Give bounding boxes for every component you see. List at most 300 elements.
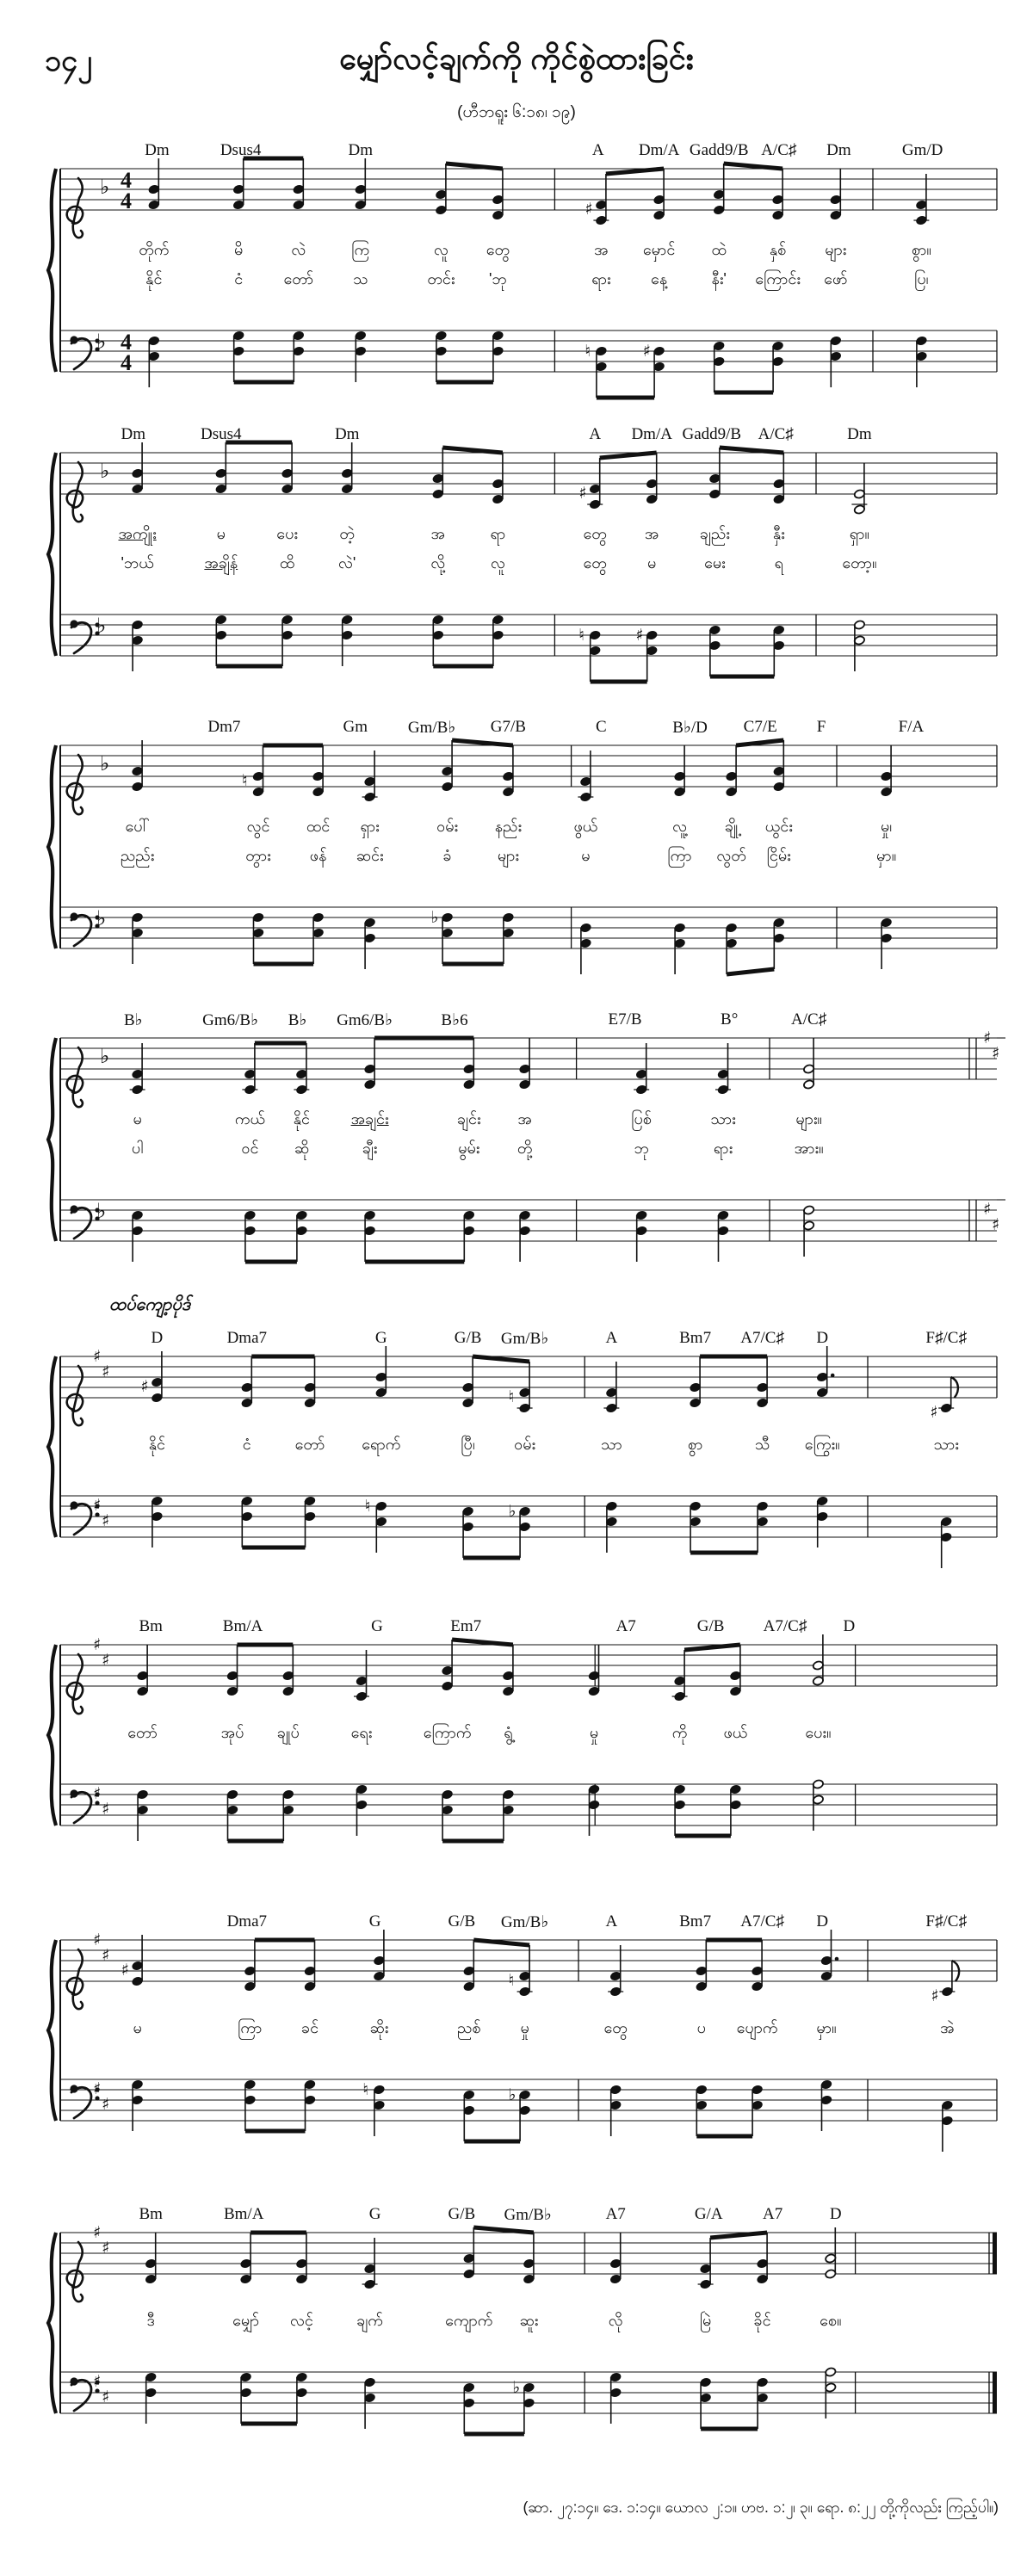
notation-glyph: ♯: [93, 1930, 102, 1949]
lyric-syllable: ရောက်: [362, 1436, 401, 1453]
lyric-syllable: မှု၊: [881, 818, 893, 835]
lyric-syllable: အချင်း: [350, 1110, 389, 1127]
chord-label: Dm: [121, 425, 146, 443]
chord-label: A/C♯: [761, 141, 797, 159]
lyric-syllable: ဖော်: [824, 270, 848, 287]
lyric-syllable: ချုပ်: [276, 1724, 300, 1741]
beam: [446, 164, 503, 169]
chord-label: Dsus4: [201, 425, 242, 443]
notation-glyph: ♮: [585, 342, 591, 361]
lyric-syllable: တွေ: [486, 241, 510, 258]
lyric-syllable: အုပ်: [220, 1724, 244, 1741]
chord-label: G/B: [448, 2205, 476, 2223]
notation-glyph: ♯: [992, 1044, 1000, 1063]
lyric-syllable: တင်း: [427, 270, 455, 287]
lyric-syllable: တိုက်: [139, 241, 170, 258]
treble-clef: [67, 1366, 83, 1425]
lyric-syllable: နေ့: [651, 270, 668, 287]
lyric-syllable: ရား: [591, 270, 611, 287]
score-system-4: [0, 1007, 1033, 1279]
chord-label: A7/C♯: [763, 1617, 807, 1635]
notation-glyph: ♯: [635, 626, 644, 645]
chord-label: C7/E: [743, 718, 777, 736]
lyric-syllable: ဆူး: [519, 2312, 539, 2329]
lyric-syllable: လူ: [433, 241, 448, 258]
lyric-syllable: လို: [608, 2312, 623, 2329]
chord-label: Gm/D: [901, 141, 943, 159]
lyric-syllable: ဝမ်း: [514, 1436, 536, 1453]
notation-glyph: ♯: [102, 2388, 110, 2406]
lyric-syllable: လဲ: [291, 241, 306, 258]
lyric-syllable: ကြ: [351, 241, 370, 258]
score-system-2: [0, 422, 1033, 694]
lyric-syllable: ပေါ်: [125, 818, 150, 835]
lyric-syllable: ထိ: [279, 554, 295, 571]
lyric-syllable: ပ: [696, 2019, 706, 2036]
lyric-syllable: သား: [933, 1436, 959, 1453]
notation-glyph: ♯: [102, 1362, 110, 1381]
chord-label: A7: [615, 1617, 636, 1635]
system-brace: [48, 453, 56, 656]
lyric-syllable: လူ့: [672, 818, 688, 835]
chord-label: G/B: [454, 1329, 482, 1347]
score-system-8: [0, 2202, 1033, 2451]
notation-glyph: ♭: [100, 1044, 110, 1068]
chord-label: F♯/C♯: [925, 1329, 967, 1347]
lyric-syllable: သား: [710, 1110, 736, 1127]
lyric-syllable: လင့်: [289, 2312, 313, 2329]
notation-glyph: ♭: [430, 908, 439, 927]
score-system-3: [0, 714, 1033, 986]
beam: [727, 969, 774, 974]
lyric-syllable: စေ။: [820, 2312, 842, 2329]
augmentation-dot: [831, 1374, 835, 1378]
chord-label: G: [368, 2205, 381, 2223]
lyric-syllable: ဆို: [294, 1140, 310, 1157]
treble-clef: [67, 1654, 83, 1714]
lyric-syllable: လဲ': [338, 554, 356, 571]
lyric-syllable: ပြ၊: [914, 270, 929, 287]
beam: [600, 453, 657, 458]
lyric-syllable: 'ဘု: [489, 270, 507, 287]
score-system-1: [0, 138, 1033, 410]
lyric-syllable: ခိုင်: [753, 2312, 771, 2329]
chord-label: Dm: [348, 141, 374, 159]
lyric-syllable: အ: [644, 525, 659, 542]
lyric-syllable: နီး': [711, 270, 727, 287]
final-barline: [993, 2233, 997, 2274]
notation-glyph: ♯: [102, 2095, 110, 2114]
chord-label: A/C♯: [791, 1010, 827, 1029]
augmentation-dot: [835, 1957, 839, 1961]
lyric-syllable: မ: [581, 847, 591, 864]
lyric-syllable: ရှား: [360, 818, 380, 835]
footer-references: (ဆာ. ၂၇:၁၄။ ဒေ. ၁:၁၄။ ယောလ ၂:၁။ ဟဗ. ၁:၂၊ ၃။ ရော. ၈:၂၂ တို့ကိုလည်း ကြည့်ပါ။): [523, 2499, 999, 2516]
lyric-syllable: ဘု: [634, 1140, 649, 1157]
lyric-syllable: များ။: [795, 1110, 822, 1127]
lyric-syllable: သ: [353, 270, 368, 287]
beam: [452, 1640, 513, 1645]
lyric-syllable: မေး: [704, 554, 726, 571]
treble-clef: [67, 462, 83, 522]
notation-glyph: ♭: [512, 2378, 521, 2397]
chord-label: E7/B: [608, 1010, 642, 1029]
chord-label: G/A: [694, 2205, 723, 2223]
notation-glyph: ♯: [585, 200, 593, 219]
lyric-syllable: မ: [133, 2019, 142, 2036]
scripture-reference: (ဟီဘရူး ၆:၁၈၊ ၁၉): [457, 103, 576, 121]
chord-label: Gm6/B♭: [337, 1011, 393, 1029]
notation-glyph: 4: [121, 350, 132, 375]
lyric-syllable: ရေး: [350, 1724, 373, 1741]
score-system-6: [0, 1614, 1033, 1863]
lyric-syllable: မှု: [520, 2019, 529, 2036]
chord-label: F/A: [898, 718, 925, 736]
system-brace: [48, 1038, 56, 1241]
chord-label: A7: [605, 2205, 626, 2223]
lyric-syllable: အချိန်: [204, 554, 238, 571]
chord-label: G/B: [696, 1617, 725, 1635]
notation-glyph: ♭: [96, 1199, 107, 1223]
lyric-syllable: ငံ: [234, 270, 244, 287]
notation-glyph: ♯: [642, 342, 651, 361]
lyric-syllable: ကို: [671, 1724, 688, 1741]
lyric-syllable: ရွံ့: [504, 1724, 513, 1741]
lyric-syllable: 'ဘယ်: [121, 554, 154, 571]
lyric-syllable: မ: [216, 525, 226, 542]
lyric-syllable: အ: [517, 1110, 532, 1127]
chord-label: B♭6: [441, 1011, 468, 1029]
treble-clef: [67, 1047, 83, 1107]
score-system-7: [0, 1909, 1033, 2159]
lyric-syllable: တို့: [516, 1140, 533, 1157]
chord-label: Gm/B♭: [500, 1913, 549, 1931]
lyric-syllable: လို့: [430, 554, 446, 571]
chord-label: Bm: [139, 1617, 163, 1635]
notation-glyph: ♯: [102, 1511, 110, 1530]
lyric-syllable: ရ: [774, 554, 783, 571]
notation-glyph: ♯: [983, 1200, 992, 1219]
lyric-syllable: မိ: [234, 241, 244, 258]
lyric-syllable: ယွင်း: [764, 818, 793, 835]
chord-label: D: [816, 1329, 829, 1347]
chord-label: Bm7: [679, 1329, 712, 1347]
notation-glyph: ♭: [96, 906, 107, 930]
chord-label: B°: [721, 1010, 739, 1029]
treble-clef: [67, 755, 83, 814]
chord-label: Em7: [450, 1617, 482, 1635]
notation-glyph: ♮: [508, 1387, 515, 1406]
lyric-syllable: ပေး: [276, 525, 298, 542]
lyric-syllable: နိုင်: [148, 1436, 166, 1453]
system-brace: [48, 1356, 56, 1537]
final-barline: [993, 2372, 997, 2413]
chord-label: A: [605, 1912, 618, 1930]
chord-label: Bm: [139, 2205, 163, 2223]
chord-label: Dm7: [207, 718, 241, 736]
notation-glyph: ♯: [93, 1347, 102, 1366]
chord-label: Bm/A: [223, 2205, 264, 2223]
chord-label: B♭: [288, 1011, 307, 1029]
lyric-syllable: တော်: [127, 1724, 158, 1741]
chord-label: D: [843, 1617, 856, 1635]
chord-label: Gadd9/B: [689, 141, 749, 159]
chord-label: G: [374, 1329, 387, 1347]
lyric-syllable: တွေ: [583, 525, 607, 542]
lyric-syllable: မွမ်း: [458, 1140, 480, 1157]
lyric-syllable: ချည်း: [699, 525, 730, 542]
lyric-syllable: လွတ်: [716, 847, 746, 864]
chord-label: Dm: [145, 141, 170, 159]
lyric-syllable: စွာ: [687, 1436, 703, 1453]
notation-glyph: ♯: [102, 1651, 110, 1670]
lyric-syllable: အ: [430, 525, 446, 542]
lyric-syllable: သီ: [754, 1436, 770, 1453]
notation-glyph: ♯: [931, 1986, 939, 2005]
lyric-syllable: မှာ။: [876, 847, 897, 864]
notation-glyph: ♯: [93, 1496, 102, 1515]
notation-glyph: ♯: [93, 2079, 102, 2098]
chord-label: A7/C♯: [740, 1329, 784, 1347]
lyric-syllable: မှု: [589, 1724, 599, 1741]
lyric-syllable: ခင်: [300, 2019, 319, 2036]
lyric-syllable: လွင်: [246, 818, 270, 835]
lyric-syllable: တွား: [245, 847, 271, 864]
chord-label: A: [591, 141, 604, 159]
beam: [720, 448, 783, 453]
notation-glyph: ♯: [102, 2239, 110, 2258]
treble-clef: [67, 1949, 83, 2009]
notation-glyph: ♮: [242, 771, 248, 790]
notation-glyph: ♯: [93, 1784, 102, 1803]
lyric-syllable: ထင်: [306, 818, 331, 835]
notation-glyph: ♭: [100, 175, 110, 199]
chord-label: A: [605, 1329, 618, 1347]
beam: [473, 1940, 529, 1945]
score-system-5: [0, 1291, 1033, 1575]
notation-glyph: 4: [121, 168, 132, 193]
lyric-syllable: မျှော်: [232, 2312, 260, 2329]
lyric-syllable: ငြိမ်း: [766, 847, 791, 864]
chord-label: A7/C♯: [740, 1912, 784, 1930]
chord-label: D: [816, 1912, 829, 1930]
notation-glyph: ♭: [508, 2085, 516, 2104]
lyric-syllable: ကြွေး။: [804, 1436, 840, 1453]
lyric-syllable: နည်း: [494, 818, 523, 835]
chord-label: Dm: [847, 425, 872, 443]
notation-glyph: ♮: [364, 1497, 371, 1516]
lyric-syllable: ပါ: [131, 1140, 144, 1157]
notation-glyph: ♭: [100, 751, 110, 775]
lyric-syllable: မြဲ: [699, 2312, 712, 2329]
lyric-syllable: ရာ: [490, 525, 506, 542]
chord-label: Dm/A: [638, 141, 680, 159]
lyric-syllable: သာ: [600, 1436, 622, 1453]
beam: [442, 448, 503, 453]
lyric-syllable: ချက်: [356, 2312, 383, 2329]
lyric-syllable: အား။: [794, 1140, 824, 1157]
lyric-syllable: ကယ်: [234, 1110, 265, 1127]
lyric-syllable: ကြောက်: [423, 1724, 472, 1741]
lyric-syllable: တော်: [294, 1436, 325, 1453]
notation-glyph: ♯: [93, 1635, 102, 1654]
notation-glyph: ♯: [983, 1029, 992, 1047]
chord-label: A7: [762, 2205, 783, 2223]
notation-glyph: ♭: [96, 614, 107, 638]
lyric-syllable: ချင်း: [457, 1110, 481, 1127]
beam: [452, 740, 513, 745]
notation-glyph: ♮: [578, 626, 585, 645]
notation-glyph: ♯: [140, 1377, 149, 1396]
chord-label: F♯/C♯: [925, 1912, 967, 1930]
chord-label: Gm6/B♭: [202, 1011, 259, 1029]
beam: [606, 169, 664, 174]
page-number: ၁၄၂: [45, 45, 92, 77]
notation-glyph: ♯: [930, 1403, 938, 1422]
lyric-syllable: တော်: [283, 270, 314, 287]
lyric-syllable: အဲ: [940, 2019, 955, 2036]
notation-glyph: ♯: [102, 1800, 110, 1819]
lyric-syllable: ဝမ်း: [436, 818, 459, 835]
page-title: မျှော်လင့်ချက်ကို ကိုင်စွဲထားခြင်း: [339, 40, 694, 76]
chord-label: B♭/D: [672, 719, 708, 737]
notation-glyph: 4: [121, 188, 132, 213]
chord-label: Gadd9/B: [682, 425, 742, 443]
chord-label: Gm/B♭: [500, 1330, 549, 1348]
chord-label: G: [368, 1912, 381, 1930]
lyric-syllable: ကျောက်: [445, 2312, 493, 2329]
system-notation: [0, 1909, 1033, 2159]
lyric-syllable: တွေ: [583, 554, 607, 571]
beam: [473, 2227, 534, 2233]
lyric-syllable: ချို့: [724, 818, 739, 835]
beam: [736, 740, 783, 745]
beam: [684, 1645, 740, 1650]
chord-label: Bm/A: [222, 1617, 263, 1635]
lyric-syllable: မ: [133, 1110, 142, 1127]
chord-label: Gm/B♭: [407, 719, 456, 737]
lyric-syllable: ကြာ: [667, 847, 692, 864]
chord-label: A/C♯: [758, 425, 794, 443]
chord-label: C: [596, 718, 607, 736]
system-brace: [48, 745, 56, 948]
lyric-syllable: မှာ။: [816, 2019, 837, 2036]
chord-label: A: [589, 425, 602, 443]
lyric-syllable: ဝင်: [241, 1140, 259, 1157]
beam: [724, 164, 782, 169]
lyric-syllable: မှောင်: [642, 241, 676, 258]
treble-clef: [67, 178, 83, 238]
chord-label: D: [829, 2205, 842, 2223]
chord-label: G/B: [448, 1912, 476, 1930]
notation-glyph: ♭: [508, 1502, 516, 1521]
system-brace: [48, 169, 56, 372]
lyric-syllable: ဒီ: [146, 2312, 155, 2329]
lyric-syllable: ဆင်း: [356, 847, 384, 864]
notation-glyph: ♯: [578, 484, 587, 503]
chord-label: Gm/B♭: [504, 2206, 552, 2224]
chord-label: Dma7: [226, 1329, 268, 1347]
lyric-syllable: ကြောင်း: [755, 270, 801, 287]
lyric-syllable: ရှာ။: [849, 525, 869, 542]
lyric-syllable: ငံ: [242, 1436, 251, 1453]
lyric-syllable: ပေး။: [805, 1724, 832, 1741]
notation-glyph: ♭: [96, 330, 107, 354]
chord-label: G: [371, 1617, 383, 1635]
chorus-label: ထပ်ကျော့ပိုဒ်: [108, 1295, 191, 1314]
lyric-syllable: တွေ: [603, 2019, 628, 2036]
beam: [710, 2233, 767, 2238]
lyric-syllable: အကျိုး: [118, 525, 157, 542]
lyric-syllable: ညစ်: [457, 2019, 481, 2036]
notation-glyph: ♭: [100, 459, 110, 483]
lyric-syllable: ချီး: [362, 1140, 378, 1157]
lyric-syllable: ဖွယ်: [573, 818, 598, 835]
notation-glyph: 4: [121, 330, 132, 355]
chord-label: F: [816, 718, 826, 736]
system-notation: [0, 2202, 1033, 2451]
lyric-syllable: အ: [594, 241, 609, 258]
chord-label: B♭: [123, 1011, 143, 1029]
lyric-syllable: နိုင်: [293, 1110, 311, 1127]
treble-clef: [67, 2242, 83, 2301]
beam: [473, 1356, 529, 1362]
lyric-syllable: ခံ: [442, 847, 452, 864]
chord-label: G7/B: [490, 718, 526, 736]
system-notation: [0, 422, 1033, 694]
lyric-syllable: နှီး: [772, 525, 785, 542]
lyric-syllable: ပြီ၊: [461, 1436, 475, 1453]
lyric-syllable: ဖန်: [309, 847, 327, 864]
chord-label: Dm: [826, 141, 851, 159]
chord-label: Dm/A: [631, 425, 672, 443]
lyric-syllable: နိုင်: [145, 270, 163, 287]
chord-label: Dsus4: [220, 141, 262, 159]
lyric-syllable: တော့။: [842, 554, 877, 571]
notation-glyph: ♮: [508, 1971, 515, 1990]
system-brace: [48, 2233, 56, 2413]
chord-label: D: [151, 1329, 164, 1347]
lyric-syllable: နှစ်: [769, 241, 787, 258]
notation-glyph: ♯: [992, 1215, 1000, 1234]
lyric-syllable: လူ: [490, 554, 505, 571]
chord-label: Gm: [343, 718, 368, 736]
system-brace: [48, 1940, 56, 2121]
lyric-syllable: ဖယ်: [723, 1724, 748, 1741]
lyric-syllable: မ: [647, 554, 657, 571]
lyric-syllable: ညည်း: [120, 847, 155, 864]
lyric-syllable: များ: [825, 241, 847, 258]
lyric-syllable: တဲ့: [339, 525, 355, 542]
lyric-syllable: ပျောက်: [736, 2019, 778, 2036]
lyric-syllable: စွာ။: [911, 241, 931, 258]
lyric-syllable: ရား: [713, 1140, 733, 1157]
lyric-syllable: များ: [497, 847, 519, 864]
system-brace: [48, 1645, 56, 1825]
chord-label: Dm: [334, 425, 360, 443]
notation-glyph: ♯: [93, 2372, 102, 2391]
chord-label: Dma7: [226, 1912, 268, 1930]
notation-glyph: ♯: [93, 2223, 102, 2242]
chord-label: Bm7: [679, 1912, 712, 1930]
notation-glyph: ♯: [102, 1946, 110, 1965]
notation-glyph: ♯: [121, 1961, 129, 1980]
lyric-syllable: ပြစ်: [631, 1110, 652, 1127]
notation-glyph: ♮: [362, 2080, 369, 2099]
lyric-syllable: ဆိုး: [369, 2019, 389, 2036]
lyric-syllable: ထဲ: [711, 241, 727, 258]
lyric-syllable: ကြာ: [238, 2019, 263, 2036]
